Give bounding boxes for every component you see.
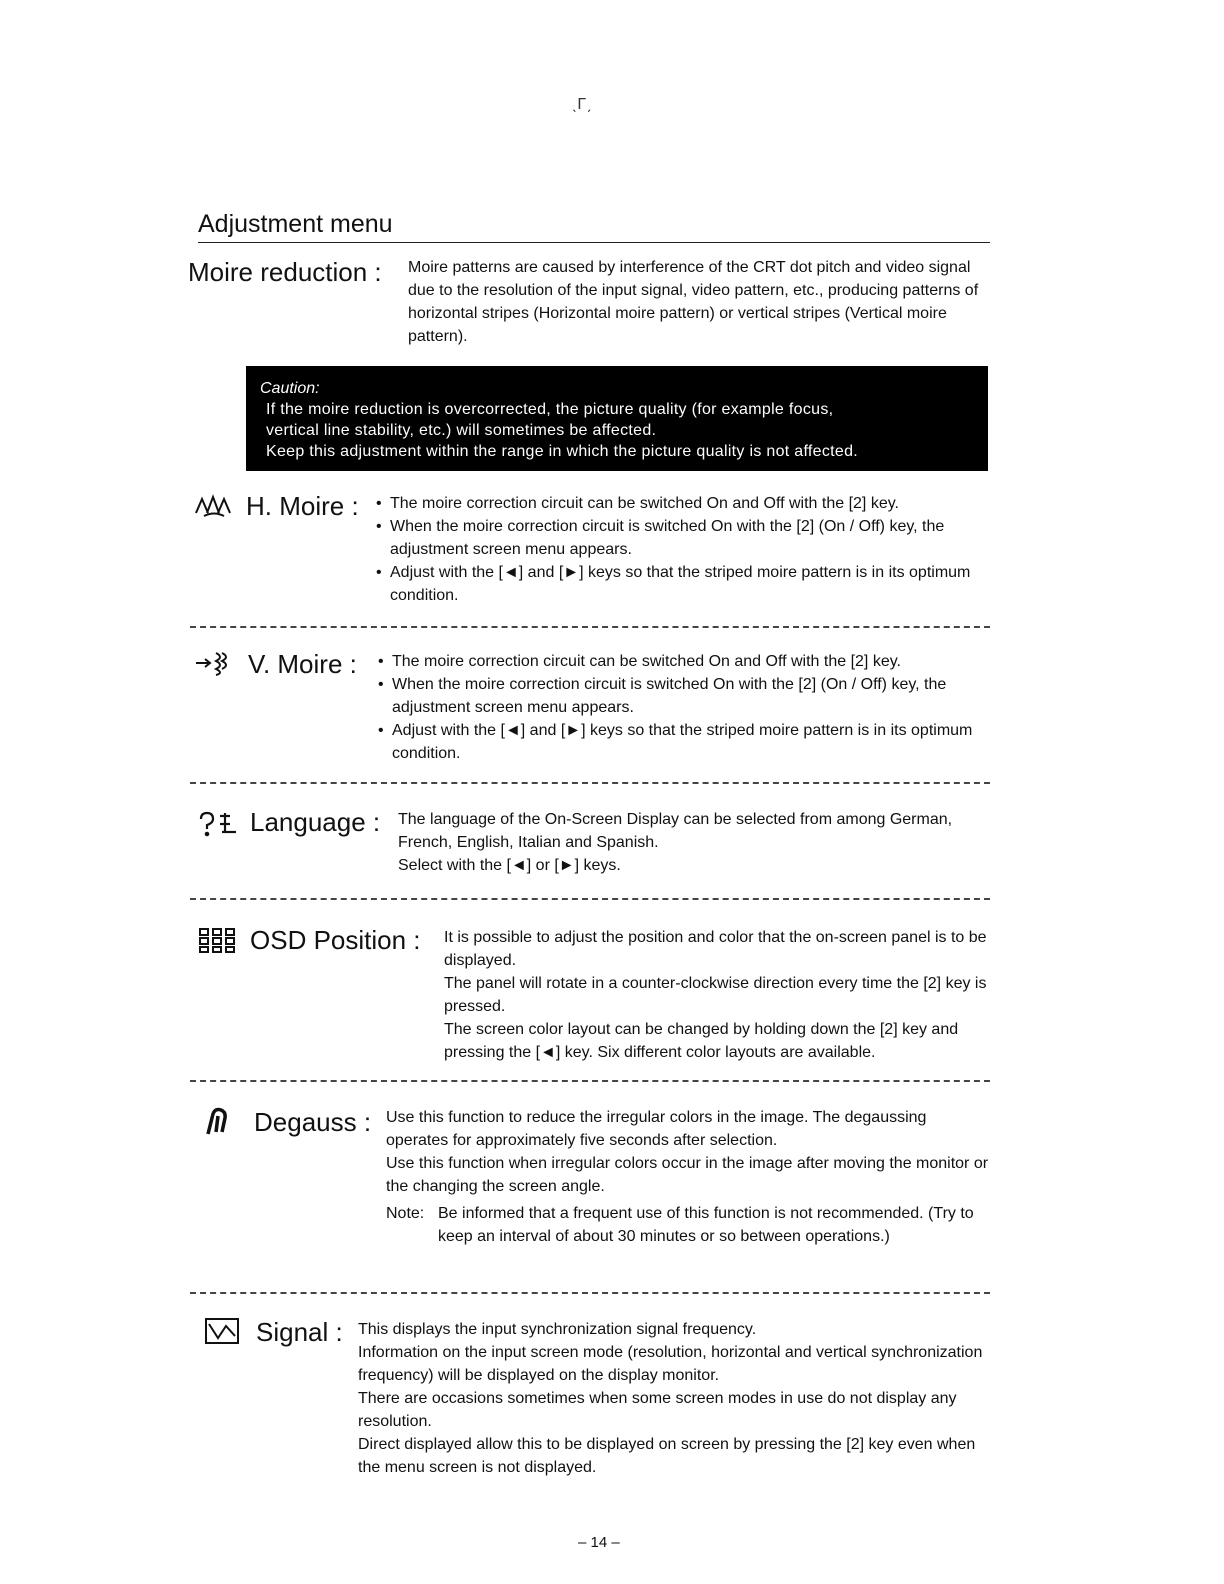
list-item: • Adjust with the [◄] and [►] keys so that the striped moire pattern is in its optimum condition. bbox=[376, 561, 982, 607]
caution-title: Caution: bbox=[260, 380, 320, 397]
osd-position-text: The panel will rotate in a counter-clockwise direction every time the [2] key is pressed. bbox=[444, 975, 987, 1015]
section-divider bbox=[190, 782, 990, 784]
list-item: • When the moire correction circuit is switched On with the [2] (On / Off) key, the adjustment screen menu appears. bbox=[376, 515, 982, 561]
osd-position-icon bbox=[198, 926, 238, 954]
page-number: – 14 – bbox=[578, 1534, 620, 1551]
list-item: • When the moire correction circuit is switched On with the [2] (On / Off) key, the adjustment screen menu appears. bbox=[378, 673, 984, 719]
section-divider bbox=[190, 626, 990, 628]
degauss-note bbox=[386, 1202, 990, 1248]
caution-line: vertical line stability, etc.) will sometimes be affected. bbox=[266, 422, 657, 439]
caution-line: If the moire reduction is overcorrected, the picture quality (for example focus, bbox=[266, 401, 834, 418]
note-text: Be informed that a frequent use of this function is not recommended. (Try to keep an interval of about 30 minutes or so between operations.) bbox=[438, 1205, 974, 1245]
v-moire-body bbox=[378, 650, 984, 765]
degauss-text: Use this function to reduce the irregular colors in the image. The degaussing operates for approximately five seconds after selection. bbox=[386, 1109, 927, 1149]
v-moire-title: V. Moire : bbox=[248, 649, 357, 679]
degauss-text: Use this function when irregular colors occur in the image after moving the monitor or the changing the screen angle. bbox=[386, 1155, 989, 1195]
list-item: • Adjust with the [◄] and [►] keys so that the striped moire pattern is in its optimum condition. bbox=[378, 719, 984, 765]
section-divider bbox=[190, 1292, 990, 1294]
caution-box bbox=[246, 366, 988, 471]
v-moire-icon bbox=[194, 650, 234, 676]
osd-position-text: It is possible to adjust the position and color that the on-screen panel is to be displayed. bbox=[444, 929, 987, 969]
page-header bbox=[198, 208, 990, 243]
signal-text: There are occasions sometimes when some screen modes in use do not display any resolution. bbox=[358, 1390, 957, 1430]
h-moire-title: H. Moire : bbox=[246, 491, 359, 521]
language-title: Language : bbox=[250, 807, 381, 837]
page-title: Adjustment menu bbox=[198, 210, 393, 238]
list-item: • The moire correction circuit can be switched On and Off with the [2] key. bbox=[378, 650, 984, 673]
degauss-title: Degauss : bbox=[254, 1107, 372, 1137]
language-text: The language of the On-Screen Display can be selected from among German, French, English, Italian and Spanish. bbox=[398, 811, 953, 851]
h-moire-icon bbox=[194, 493, 234, 519]
language-body bbox=[398, 808, 958, 877]
signal-title: Signal : bbox=[256, 1317, 343, 1347]
moire-reduction-text: Moire patterns are caused by interference of the CRT dot pitch and video signal due to the resolution of the input signal, video pattern, etc., producing patterns of horizontal stripes (Horizontal moire pattern) or vertical stripes (Vertical moire pattern). bbox=[408, 259, 979, 345]
signal-text: This displays the input synchronization signal frequency. bbox=[358, 1321, 757, 1338]
note-label: Note: bbox=[386, 1205, 425, 1222]
degauss-icon bbox=[204, 1106, 234, 1136]
signal-text: Direct displayed allow this to be displayed on screen by pressing the [2] key even when the menu screen is not displayed. bbox=[358, 1436, 976, 1476]
degauss-body bbox=[386, 1106, 990, 1248]
language-icon bbox=[198, 810, 242, 838]
section-divider bbox=[190, 898, 990, 900]
signal-body bbox=[358, 1318, 994, 1479]
osd-position-title: OSD Position : bbox=[250, 925, 421, 955]
signal-text: Information on the input screen mode (resolution, horizontal and vertical synchronization frequency) will be displayed on the display monitor. bbox=[358, 1344, 983, 1384]
caution-line: Keep this adjustment within the range in which the picture quality is not affected. bbox=[266, 443, 859, 460]
language-text: Select with the [◄] or [►] keys. bbox=[398, 857, 621, 874]
list-item: • The moire correction circuit can be switched On and Off with the [2] key. bbox=[376, 492, 982, 515]
osd-position-body bbox=[444, 926, 990, 1064]
osd-position-text: The screen color layout can be changed by holding down the [2] key and pressing the [◄] key. Six different color layouts are available. bbox=[444, 1021, 959, 1061]
moire-reduction-title: Moire reduction : bbox=[188, 257, 382, 287]
signal-icon bbox=[204, 1316, 240, 1346]
section-divider bbox=[190, 1080, 990, 1082]
h-moire-body bbox=[376, 492, 982, 607]
scan-mark: ˎΓˏ bbox=[572, 96, 592, 113]
